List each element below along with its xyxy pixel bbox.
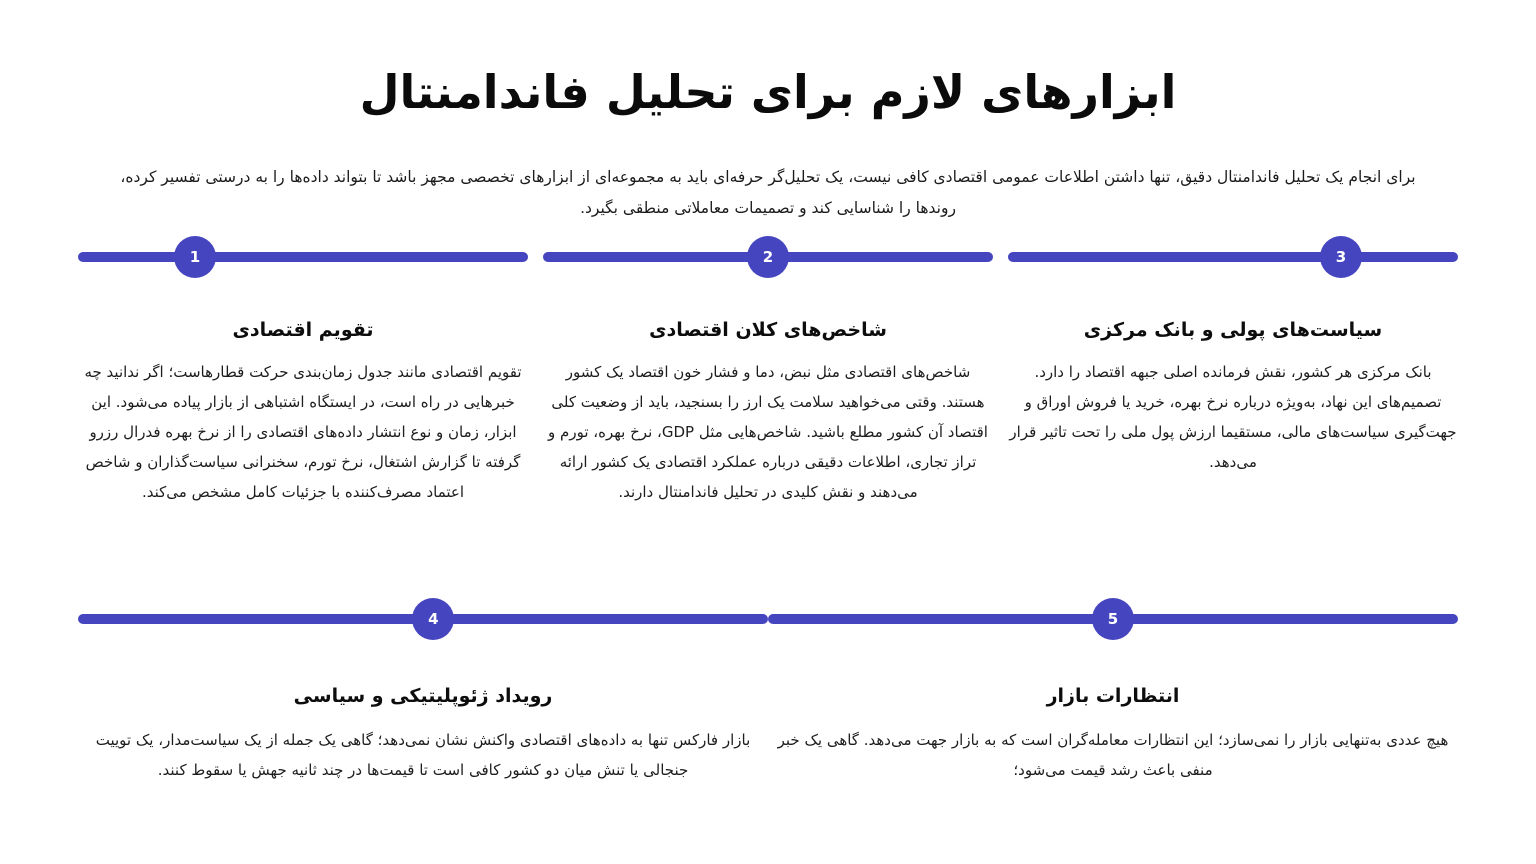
step-4-body: بازار فارکس تنها به داده‌های اقتصادی واکنش نشان نمی‌دهد؛ گاهی یک جمله از یک سیاست‌مدار، یک توییت جنجالی یا تنش میان دو کشور کافی است تا قیمت‌ها در چند ثانیه جهش یا سقوط کنند.	[95, 730, 751, 779]
step-1-number-bubble[interactable]	[174, 236, 216, 278]
step-1-number: 1	[189, 247, 201, 266]
step-4-title: رویداد ژئوپلیتیکی و سیاسی	[293, 685, 553, 707]
step-4-number: 4	[428, 609, 439, 628]
page-title: ابزارهای لازم برای تحلیل فاندامنتال	[359, 64, 1177, 119]
steps-row-bottom	[78, 598, 1458, 828]
step-2-number: 2	[762, 247, 774, 266]
step-5-body: هیچ عددی به‌تنهایی بازار را نمی‌سازد؛ این انتظارات معامله‌گران است که به بازار جهت می‌دهد. گاهی یک خبر منفی باعث رشد قیمت می‌شود؛	[777, 730, 1449, 779]
step-1-body: تقویم اقتصادی مانند جدول زمان‌بندی حرکت قطارهاست؛ اگر ندانید چه خبرهایی در راه است، در ایستگاه اشتباهی از بازار پیاده می‌شود. این ابزار، زمان و نوع انتشار داده‌های اقتصادی را از نرخ بهره فدرال رزرو گرفته تا گزارش اشتغال، نرخ تورم، سخنرانی سیاست‌گذاران و شاخص اعتماد مصرف‌کننده با جزئیات کامل مشخص می‌کند.	[84, 362, 522, 501]
step-4-number-bubble[interactable]	[412, 598, 454, 640]
steps-row-top	[78, 236, 1458, 566]
step-2-body: شاخص‌های اقتصادی مثل نبض، دما و فشار خون اقتصاد یک کشور هستند. وقتی می‌خواهید سلامت یک ارز را بسنجید، باید از وضعیت کلی اقتصاد آن کشور مطلع باشید. شاخص‌هایی مثل GDP، نرخ بهره، تورم و تراز تجاری، اطلاعات دقیقی درباره عملکرد اقتصادی یک کشور ارائه می‌دهند و نقش کلیدی در تحلیل فاندامنتال دارند.	[548, 362, 988, 501]
step-1-title: تقویم اقتصادی	[232, 319, 374, 341]
step-2-title: شاخص‌های کلان اقتصادی	[649, 319, 887, 341]
step-3-title: سیاست‌های پولی و بانک مرکزی	[1083, 319, 1383, 341]
step-3-bar-wrap	[1008, 236, 1458, 278]
step-4-bar-wrap	[78, 598, 768, 640]
step-5-bar-wrap	[768, 598, 1458, 640]
step-2-number-bubble[interactable]	[747, 236, 789, 278]
step-card-1	[78, 236, 528, 507]
step-5-number-bubble[interactable]	[1092, 598, 1134, 640]
step-5-number: 5	[1107, 609, 1119, 628]
step-1-bar-wrap	[78, 236, 528, 278]
step-card-4	[78, 598, 768, 785]
step-3-number: 3	[1335, 247, 1347, 266]
step-card-5	[768, 598, 1458, 785]
step-1-bar	[78, 252, 528, 262]
intro-paragraph: برای انجام یک تحلیل فاندامنتال دقیق، تنها داشتن اطلاعات عمومی اقتصادی کافی نیست، یک تحلیل‌گر حرفه‌ای باید به مجموعه‌ای از ابزارهای تخصصی مجهز باشد تا بتواند داده‌ها را به درستی تفسیر کرده، روندها را شناسایی کند و تصمیمات معاملاتی منطقی بگیرد.	[120, 167, 1416, 217]
step-5-title: انتظارات بازار	[1046, 685, 1180, 707]
step-card-3	[1008, 236, 1458, 477]
step-2-bar-wrap	[543, 236, 993, 278]
step-3-number-bubble[interactable]	[1320, 236, 1362, 278]
step-card-2	[543, 236, 993, 507]
step-3-bar	[1008, 252, 1458, 262]
step-3-body: بانک مرکزی هر کشور، نقش فرمانده اصلی جبهه اقتصاد را دارد. تصمیم‌های این نهاد، به‌ویژه درباره نرخ بهره، خرید یا فروش اوراق و جهت‌گیری سیاست‌های مالی، مستقیما ارزش پول ملی را تحت تاثیر قرار می‌دهد.	[1009, 362, 1457, 471]
